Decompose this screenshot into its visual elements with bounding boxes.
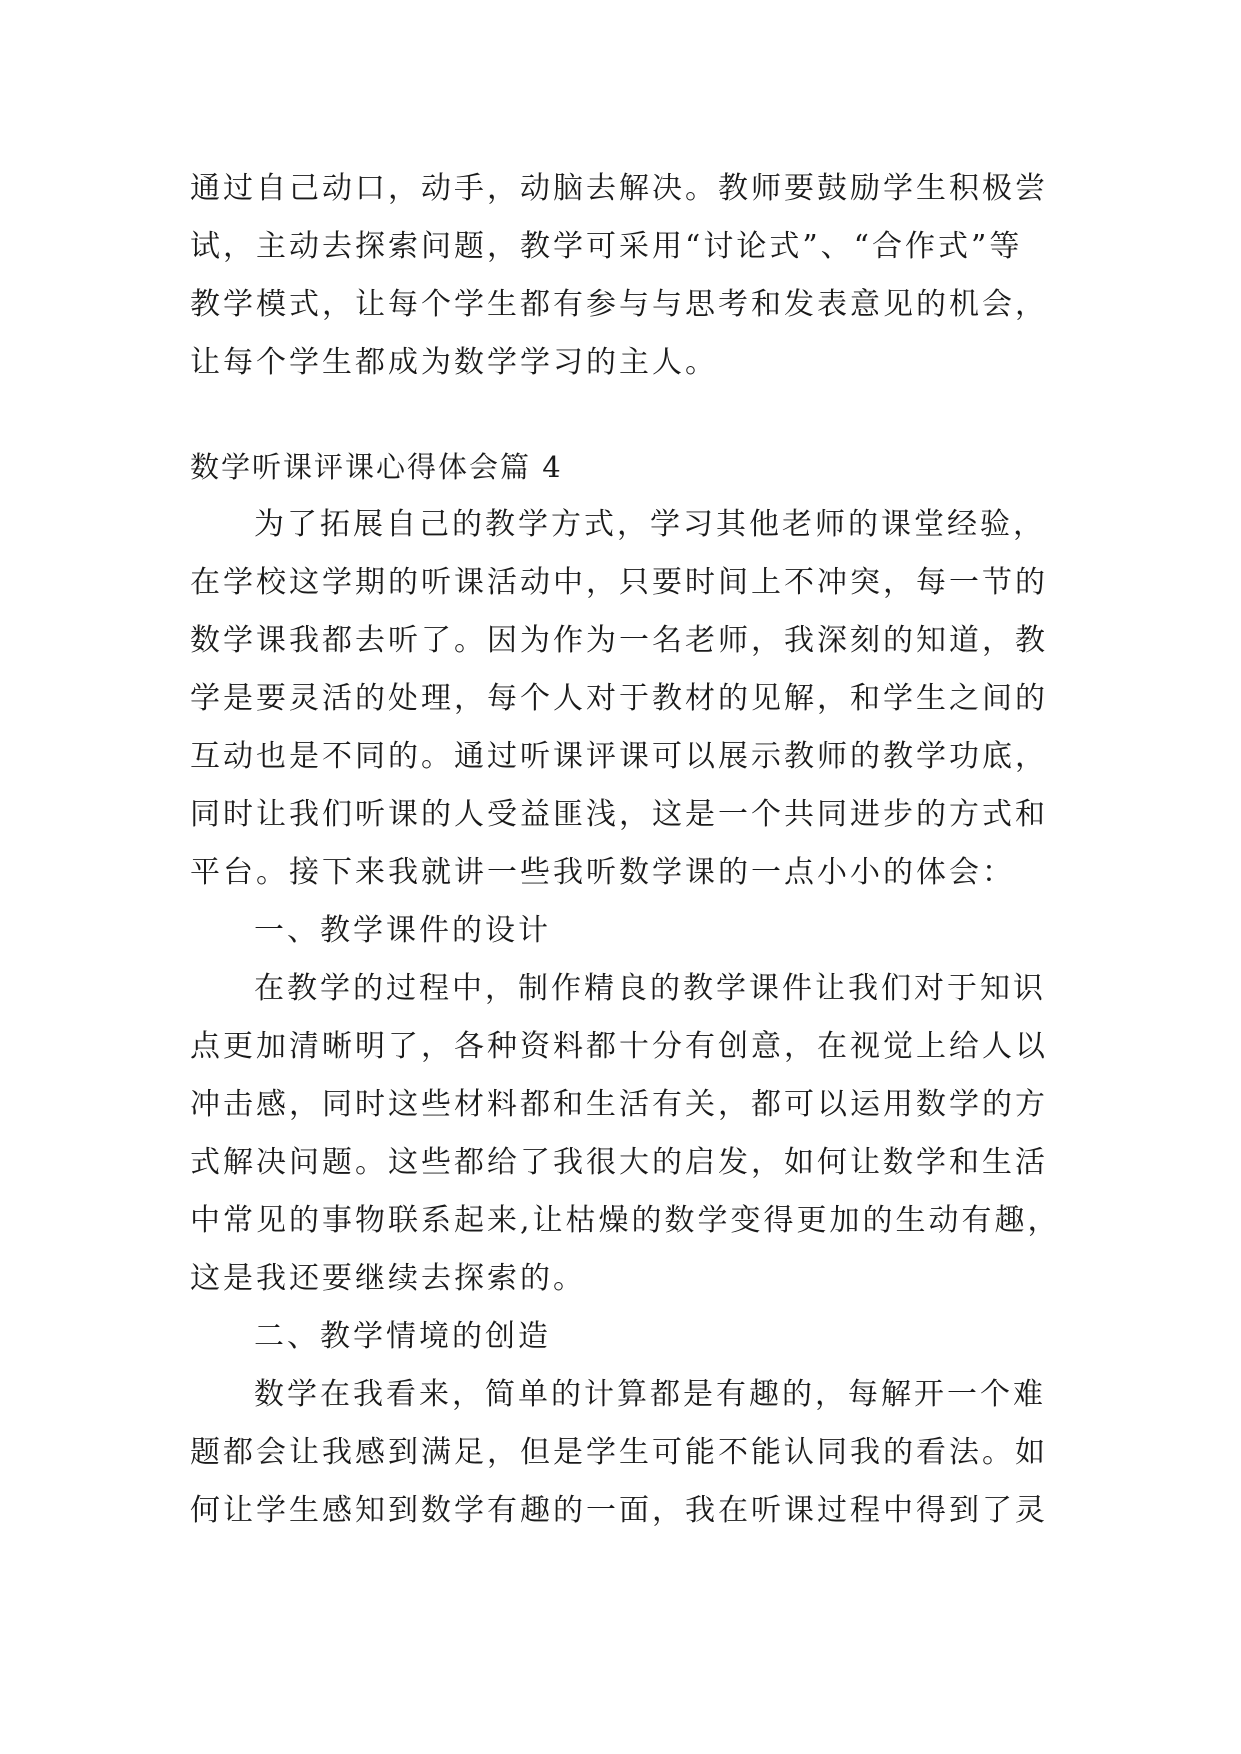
text-line: 互动也是不同的。通过听课评课可以展示教师的教学功底， [190,739,1048,774]
section-heading: 一、教学课件的设计 [254,913,551,948]
text-line: 这是我还要继续去探索的。 [190,1261,586,1296]
text-line: 点更加清晰明了，各种资料都十分有创意，在视觉上给人以 [190,1029,1048,1064]
text-line: 数学在我看来，简单的计算都是有趣的，每解开一个难 [254,1377,1046,1412]
section1-paragraph [190,960,1061,1308]
text-line: 中常见的事物联系起来,让枯燥的数学变得更加的生动有趣， [190,1203,1061,1238]
text-line: 冲击感，同时这些材料都和生活有关，都可以运用数学的方 [190,1087,1048,1122]
text-line: 平台。接下来我就讲一些我听数学课的一点小小的体会： [190,855,1015,890]
text-line: 题都会让我感到满足，但是学生可能不能认同我的看法。如 [190,1435,1048,1470]
text-line: 在教学的过程中，制作精良的教学课件让我们对于知识 [254,971,1046,1006]
paragraph-gap [190,392,1056,438]
text-line: 教学模式，让每个学生都有参与与思考和发表意见的机会， [190,287,1048,322]
text-line: 学是要灵活的处理，每个人对于教材的见解，和学生之间的 [190,681,1048,716]
text-line: 为了拓展自己的教学方式，学习其他老师的课堂经验， [254,507,1046,542]
intro-paragraph [190,496,1056,902]
text-line: 数学课我都去听了。因为作为一名老师，我深刻的知道，教 [190,623,1048,658]
text-line: 何让学生感知到数学有趣的一面，我在听课过程中得到了灵 [190,1493,1048,1528]
text-line: 同时让我们听课的人受益匪浅，这是一个共同进步的方式和 [190,797,1048,832]
text-line: 通过自己动口，动手，动脑去解决。教师要鼓励学生积极尝 [190,171,1048,206]
text-line: 试，主动去探索问题，教学可采用“讨论式”、“合作式”等 [190,229,1023,264]
section2-paragraph [190,1366,1056,1540]
text-line: 式解决问题。这些都给了我很大的启发，如何让数学和生活 [190,1145,1048,1180]
article-title: 数学听课评课心得体会篇 4 [190,450,563,484]
document-body [190,160,1061,1540]
text-line: 让每个学生都成为数学学习的主人。 [190,345,718,380]
text-line: 在学校这学期的听课活动中，只要时间上不冲突，每一节的 [190,565,1048,600]
continuation-paragraph [190,160,1056,392]
section-heading: 二、教学情境的创造 [254,1319,551,1354]
